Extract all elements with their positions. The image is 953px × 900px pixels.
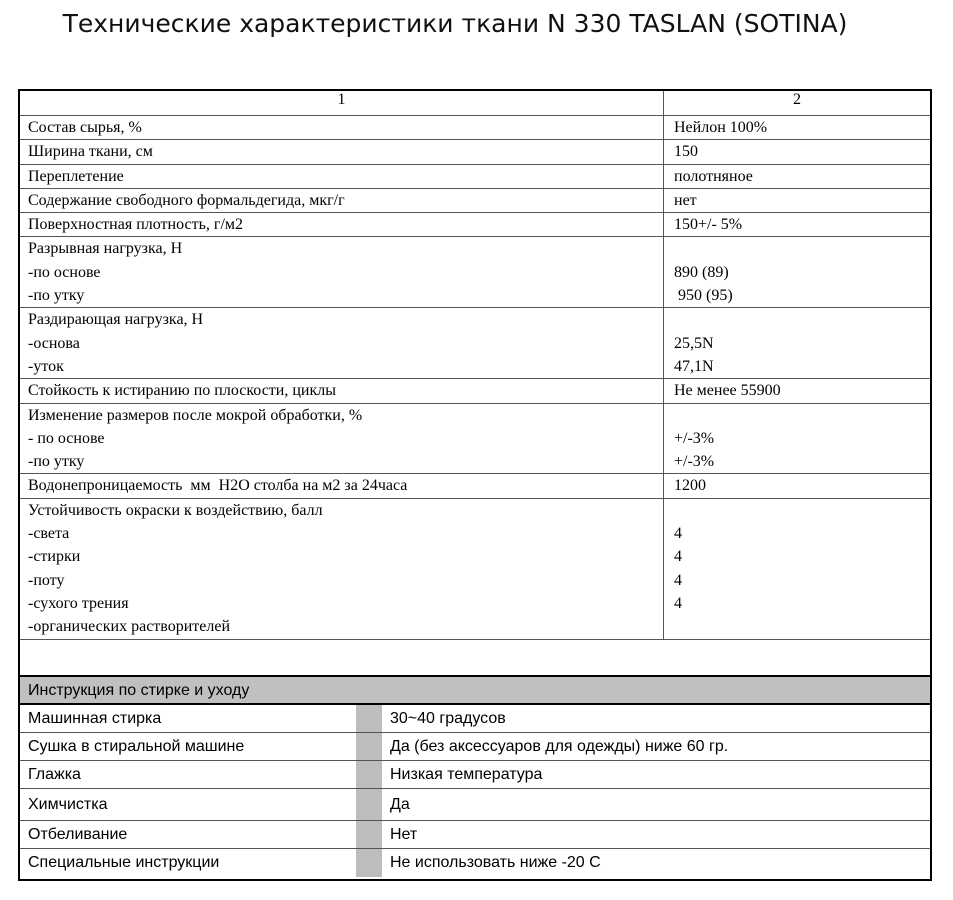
spec-row: [20, 140, 930, 164]
care-gray-column: [356, 761, 382, 788]
spec-label-line: Раздирающая нагрузка, Н: [28, 311, 204, 329]
spec-value-line: нет: [674, 191, 697, 209]
spec-label-cell: [20, 116, 664, 139]
spec-value-cell: [664, 189, 930, 212]
spec-value-line: [674, 499, 930, 522]
care-gray-column: [356, 733, 382, 760]
spec-label-line: Переплетение: [28, 167, 124, 185]
spec-value-line: 150+/- 5%: [674, 216, 743, 234]
spec-row: [20, 165, 930, 189]
care-header: Инструкция по стирке и уходу: [20, 677, 930, 705]
spec-value-line: +/-3%: [674, 453, 715, 471]
care-value: 30~40 градусов: [390, 710, 506, 727]
spec-row: [20, 474, 930, 498]
spec-value-cell: [664, 308, 930, 378]
spec-table: [18, 89, 932, 689]
spec-value-cell: [664, 165, 930, 188]
spec-label-cell: [20, 404, 664, 474]
spec-row: [20, 237, 930, 308]
spec-label-cell: [20, 379, 664, 402]
care-gray-column: [356, 789, 382, 820]
spec-label-cell: [20, 499, 664, 639]
care-gray-column: [356, 849, 382, 877]
care-label: Отбеливание: [28, 826, 128, 843]
spec-label-line: -основа: [28, 334, 80, 352]
care-value: Не использовать ниже -20 С: [390, 854, 601, 871]
spec-header-col-1: 1: [20, 91, 664, 115]
spec-label-line: -сухого трения: [28, 594, 129, 612]
spec-value-line: [674, 237, 930, 260]
spec-label-cell: [20, 474, 664, 497]
care-label: Химчистка: [28, 796, 108, 813]
spec-label-cell: [20, 165, 664, 188]
spec-label-line: Разрывная нагрузка, Н: [28, 240, 183, 258]
care-value: Низкая температура: [390, 766, 543, 783]
spec-label-line: -уток: [28, 357, 64, 375]
spec-label-line: -поту: [28, 571, 65, 589]
care-row: [20, 705, 930, 733]
spec-label-line: -органических растворителей: [28, 618, 231, 636]
spec-header-row: [20, 91, 930, 116]
spec-value-line: [674, 615, 930, 638]
spec-value-line: полотняное: [674, 167, 753, 185]
spec-row: [20, 308, 930, 379]
care-value: Да: [390, 796, 410, 813]
spec-label-line: - по основе: [28, 429, 105, 447]
spec-value-cell: [664, 379, 930, 402]
spec-value-line: 150: [674, 143, 698, 161]
spec-value-cell: [664, 474, 930, 497]
spec-label-cell: [20, 189, 664, 212]
spec-value-line: 4: [674, 548, 682, 566]
spec-value-cell: [664, 404, 930, 474]
spec-label-line: Поверхностная плотность, г/м2: [28, 216, 244, 234]
spec-label-line: Водонепроницаемость мм Н2О столба на м2 за 24часа: [28, 477, 408, 495]
spec-label-line: -стирки: [28, 548, 81, 566]
spec-value-line: 4: [674, 525, 682, 543]
spec-row: [20, 379, 930, 403]
spec-row: [20, 404, 930, 475]
spec-value-line: 47,1N: [674, 357, 714, 375]
spec-value-line: [674, 404, 930, 427]
spec-value-cell: [664, 140, 930, 163]
care-gray-column: [356, 705, 382, 732]
care-row: [20, 789, 930, 821]
care-row: [20, 733, 930, 761]
spec-label-cell: [20, 140, 664, 163]
spec-label-line: Ширина ткани, см: [28, 143, 153, 161]
care-table: [18, 675, 932, 881]
spec-value-line: [674, 308, 930, 331]
page-title: Технические характеристики ткани N 330 TASLAN (SOTINA): [62, 9, 848, 38]
spec-row: [20, 499, 930, 640]
spec-row: [20, 116, 930, 140]
spec-label-cell: [20, 308, 664, 378]
care-label: Специальные инструкции: [28, 854, 220, 871]
spec-label-line: -света: [28, 525, 70, 543]
spec-value-line: 4: [674, 571, 682, 589]
care-value: Да (без аксессуаров для одежды) ниже 60 гр.: [390, 738, 729, 755]
spec-value-cell: [664, 237, 930, 307]
care-value: Нет: [390, 826, 418, 843]
spec-header-col-2: 2: [793, 91, 801, 108]
care-label: Глажка: [28, 766, 81, 783]
care-row: [20, 761, 930, 789]
spec-value-cell: [664, 499, 930, 639]
spec-label-line: Стойкость к истиранию по плоскости, циклы: [28, 382, 336, 400]
spec-value-cell: [664, 116, 930, 139]
spec-value-line: Нейлон 100%: [674, 119, 768, 136]
spec-value-line: 950 (95): [674, 287, 733, 305]
spec-label-line: Устойчивость окраски к воздействию, балл: [28, 501, 323, 519]
spec-label-line: -по основе: [28, 263, 101, 281]
spec-value-line: 4: [674, 594, 682, 612]
spec-value-line: 25,5N: [674, 334, 714, 352]
spec-label-cell: [20, 213, 664, 236]
spec-label-line: Содержание свободного формальдегида, мкг/г: [28, 191, 345, 209]
care-gray-column: [356, 821, 382, 848]
care-label: Сушка в стиральной машине: [28, 738, 245, 755]
spec-label-line: Изменение размеров после мокрой обработки, %: [28, 406, 363, 424]
spec-label-line: -по утку: [28, 287, 85, 305]
spec-label-line: -по утку: [28, 453, 85, 471]
spec-value-line: +/-3%: [674, 429, 715, 447]
spec-row: [20, 213, 930, 237]
care-row: [20, 821, 930, 849]
spec-row: [20, 189, 930, 213]
spec-value-line: Не менее 55900: [674, 382, 781, 400]
care-label: Машинная стирка: [28, 710, 162, 727]
care-row: [20, 849, 930, 877]
spec-value-line: 890 (89): [674, 263, 729, 281]
spec-label-cell: [20, 237, 664, 307]
spec-value-cell: [664, 213, 930, 236]
spec-label-line: Состав сырья, %: [28, 119, 142, 136]
spec-value-line: 1200: [674, 477, 706, 495]
